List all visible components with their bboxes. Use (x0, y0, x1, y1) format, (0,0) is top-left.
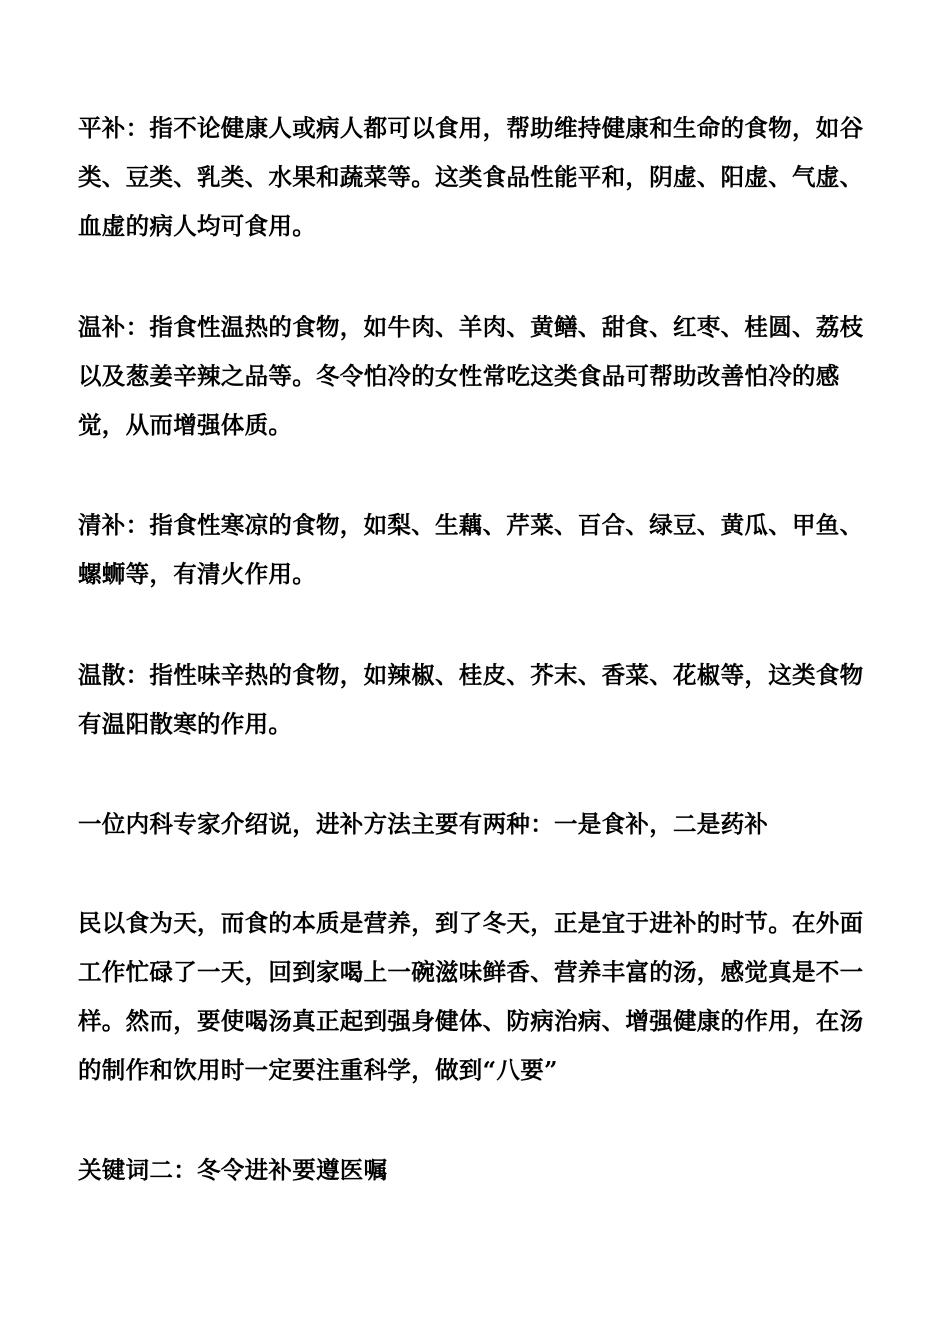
text-line: 的制作和饮用时一定要注重科学，做到“八要” (78, 1056, 558, 1084)
paragraph-keyword-heading (78, 1146, 878, 1195)
paragraph-qingbu (78, 501, 878, 599)
text-line: 以及葱姜辛辣之品等。冬令怕冷的女性常吃这类食品可帮助改善怕冷的感 (78, 362, 840, 390)
paragraph-pingbu (78, 104, 878, 251)
text-line: 平补：指不论健康人或病人都可以食用，帮助维持健康和生命的食物，如谷 (78, 114, 864, 142)
text-line: 温散：指性味辛热的食物，如辣椒、桂皮、芥末、香菜、花椒等，这类食物 (78, 661, 864, 689)
text-line: 一位内科专家介绍说，进补方法主要有两种：一是食补，二是药补 (78, 810, 769, 838)
paragraph-expert-intro (78, 800, 878, 849)
text-line: 清补：指食性寒凉的食物，如梨、生藕、芹菜、百合、绿豆、黄瓜、甲鱼、 (78, 511, 864, 539)
text-line: 样。然而，要使喝汤真正起到强身健体、防病治病、增强健康的作用，在汤 (78, 1007, 864, 1035)
text-line: 关键词二：冬令进补要遵医嘱 (78, 1156, 388, 1184)
paragraph-soup (78, 899, 878, 1095)
text-line: 觉，从而增强体质。 (78, 411, 293, 439)
text-line: 有温阳散寒的作用。 (78, 710, 293, 738)
paragraph-wensan (78, 651, 878, 749)
text-line: 类、豆类、乳类、水果和蔬菜等。这类食品性能平和，阴虚、阳虚、气虚、 (78, 163, 864, 191)
text-line: 工作忙碌了一天，回到家喝上一碗滋味鲜香、营养丰富的汤，感觉真是不一 (78, 958, 864, 986)
text-line: 温补：指食性温热的食物，如牛肉、羊肉、黄鳝、甜食、红枣、桂圆、荔枝 (78, 313, 864, 341)
text-line: 血虚的病人均可食用。 (78, 212, 316, 240)
paragraph-wenbu (78, 303, 878, 450)
text-line: 民以食为天，而食的本质是营养，到了冬天，正是宜于进补的时节。在外面 (78, 909, 864, 937)
text-line: 螺蛳等，有清火作用。 (78, 560, 316, 588)
